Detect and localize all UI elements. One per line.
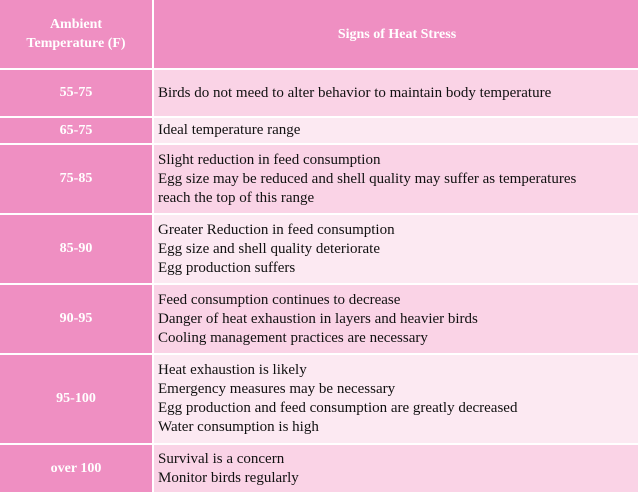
row-sign-line: Cooling management practices are necessary (158, 329, 428, 346)
row-signs (154, 215, 638, 283)
row-sign-line: Monitor birds regularly (158, 469, 299, 486)
row-sign-line: Egg production and feed consumption are greatly decreased (158, 400, 518, 416)
row-temp: 85-90 (0, 215, 152, 283)
row-temp: 65-75 (0, 118, 152, 143)
row-temp: 95-100 (0, 355, 152, 443)
row-signs (154, 285, 638, 353)
row-signs (154, 118, 638, 143)
row-signs (154, 355, 638, 443)
row-sign-line: Emergency measures may be necessary (158, 381, 396, 397)
row-temp: 55-75 (0, 70, 152, 116)
row-sign-line: Greater Reduction in feed consumption (158, 221, 395, 238)
row-temp: 75-85 (0, 145, 152, 213)
row-sign-line: Danger of heat exhaustion in layers and heavier birds (158, 310, 478, 327)
row-sign-line: Water consumption is high (158, 419, 319, 435)
header-ambient-line2: Temperature (F) (26, 36, 126, 51)
row-signs (154, 445, 638, 492)
row-sign-line: Slight reduction in feed consumption (158, 151, 381, 168)
row-sign-line: Egg size and shell quality deteriorate (158, 240, 381, 257)
header-ambient-line1: Ambient (49, 17, 103, 32)
header-signs-of-heat-stress: Signs of Heat Stress (154, 0, 638, 68)
row-signs (154, 70, 638, 116)
header-ambient-temperature (0, 0, 152, 68)
row-signs (154, 145, 638, 213)
row-sign-line: reach the top of this range (158, 189, 315, 206)
row-sign-line: Ideal temperature range (158, 122, 301, 138)
row-sign-line: Heat exhaustion is likely (158, 362, 307, 378)
row-sign-line: Survival is a concern (158, 450, 285, 467)
row-sign-line: Feed consumption continues to decrease (158, 291, 401, 308)
row-temp: over 100 (0, 445, 152, 492)
row-sign-line: Birds do not meed to alter behavior to maintain body temperature (158, 84, 552, 101)
row-sign-line: Egg size may be reduced and shell quality may suffer as temperatures (158, 170, 577, 187)
row-temp: 90-95 (0, 285, 152, 353)
row-sign-line: Egg production suffers (158, 259, 296, 276)
